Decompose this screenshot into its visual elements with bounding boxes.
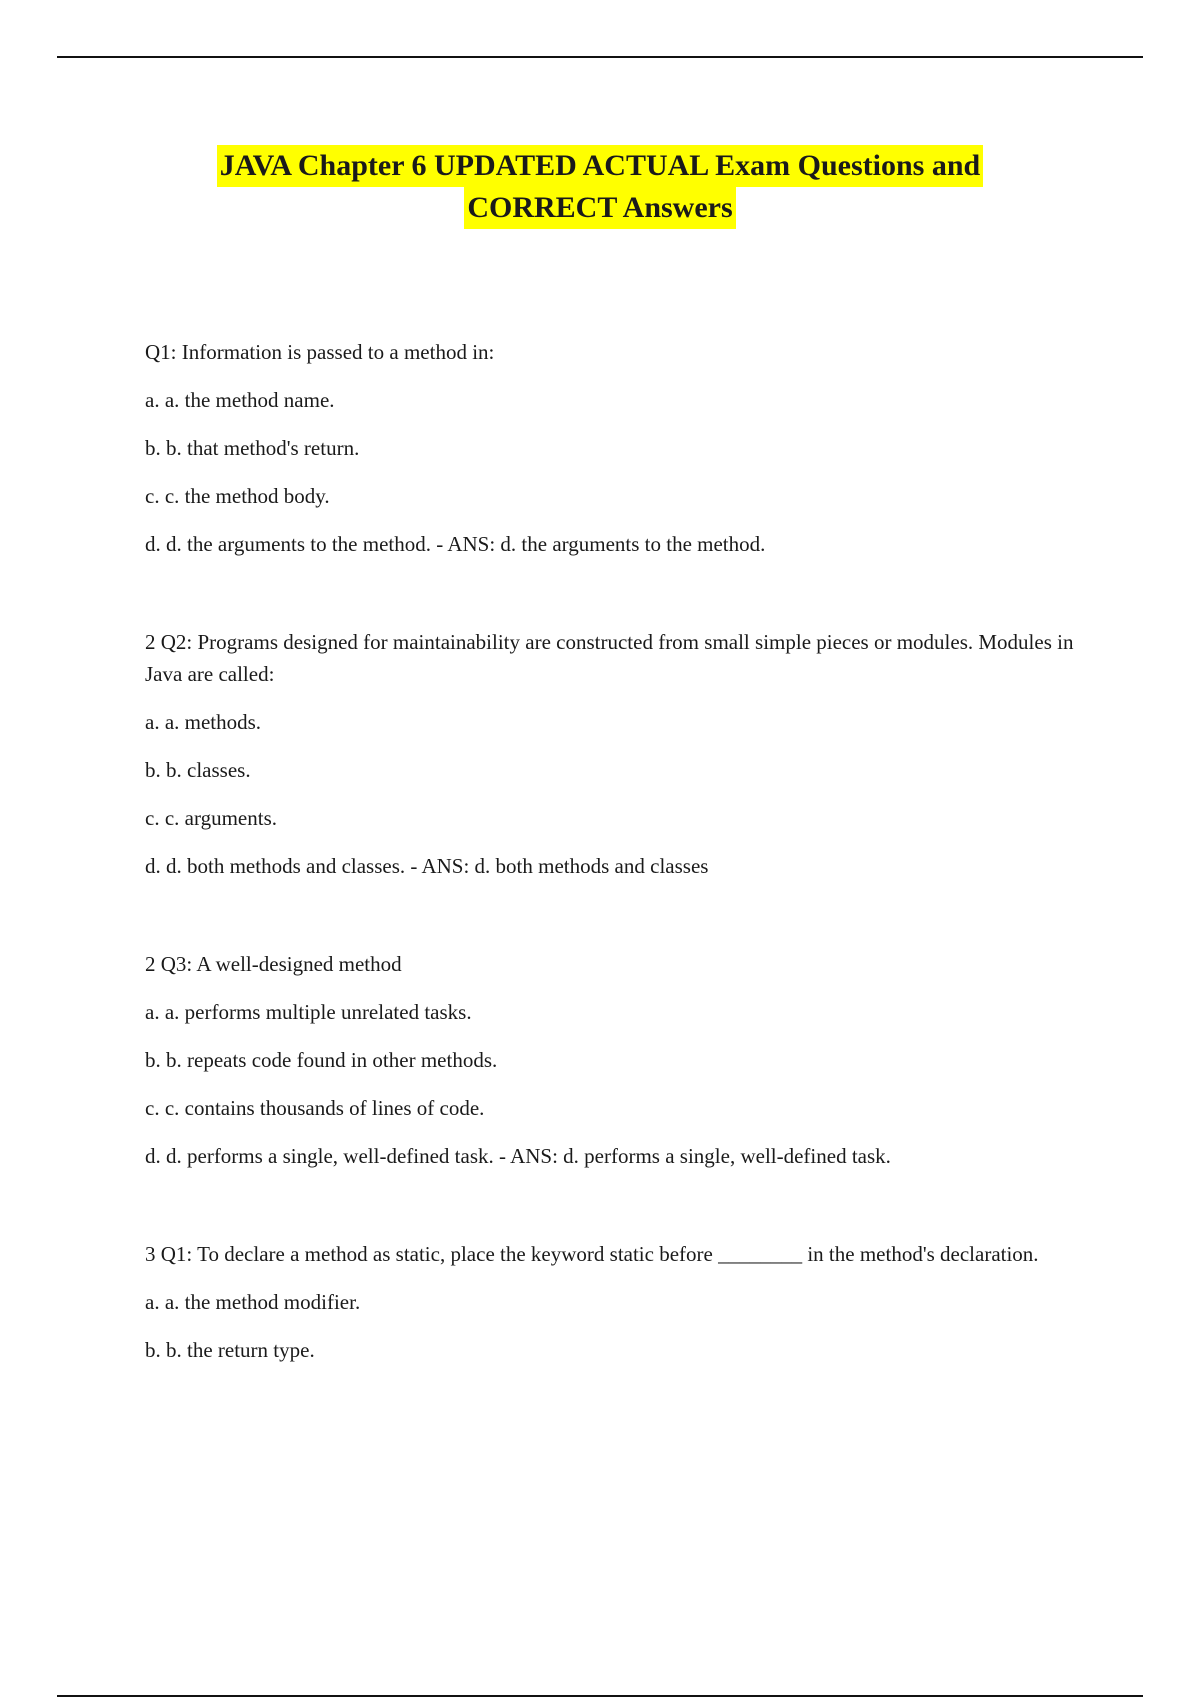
question-2 bbox=[145, 626, 1075, 882]
option-c: c. c. arguments. bbox=[145, 806, 277, 830]
option-a: a. a. methods. bbox=[145, 710, 262, 734]
option-b: b. b. repeats code found in other methods. bbox=[145, 1048, 498, 1072]
option-b: b. b. classes. bbox=[145, 758, 251, 782]
option-b: b. b. that method's return. bbox=[145, 436, 360, 460]
option-b: b. b. the return type. bbox=[145, 1338, 315, 1362]
question-text: 2 Q3: A well-designed method bbox=[145, 952, 402, 976]
question-1 bbox=[145, 336, 1075, 560]
option-c: c. c. the method body. bbox=[145, 484, 330, 508]
question-3 bbox=[145, 948, 1075, 1172]
title-line-1: JAVA Chapter 6 UPDATED ACTUAL Exam Questions and bbox=[217, 145, 983, 187]
option-a: a. a. performs multiple unrelated tasks. bbox=[145, 1000, 472, 1024]
option-c: c. c. contains thousands of lines of code. bbox=[145, 1096, 485, 1120]
question-4 bbox=[145, 1238, 1075, 1366]
option-d-answer: d. d. both methods and classes. - ANS: d. both methods and classes bbox=[145, 854, 709, 878]
question-text: Q1: Information is passed to a method in: bbox=[145, 340, 495, 364]
question-text: 3 Q1: To declare a method as static, place the keyword static before ________ in the method's declaration. bbox=[145, 1242, 1039, 1266]
title-line-2: CORRECT Answers bbox=[464, 187, 735, 229]
bottom-rule bbox=[57, 1695, 1143, 1697]
question-text: 2 Q2: Programs designed for maintainability are constructed from small simple pieces or modules. Modules in Java are called: bbox=[145, 630, 1074, 686]
option-d-answer: d. d. performs a single, well-defined task. - ANS: d. performs a single, well-defined task. bbox=[145, 1144, 891, 1168]
top-rule bbox=[57, 56, 1143, 58]
questions-list bbox=[145, 336, 1075, 1432]
option-d-answer: d. d. the arguments to the method. - ANS: d. the arguments to the method. bbox=[145, 532, 766, 556]
option-a: a. a. the method modifier. bbox=[145, 1290, 361, 1314]
document-title bbox=[0, 145, 1200, 229]
option-a: a. a. the method name. bbox=[145, 388, 335, 412]
